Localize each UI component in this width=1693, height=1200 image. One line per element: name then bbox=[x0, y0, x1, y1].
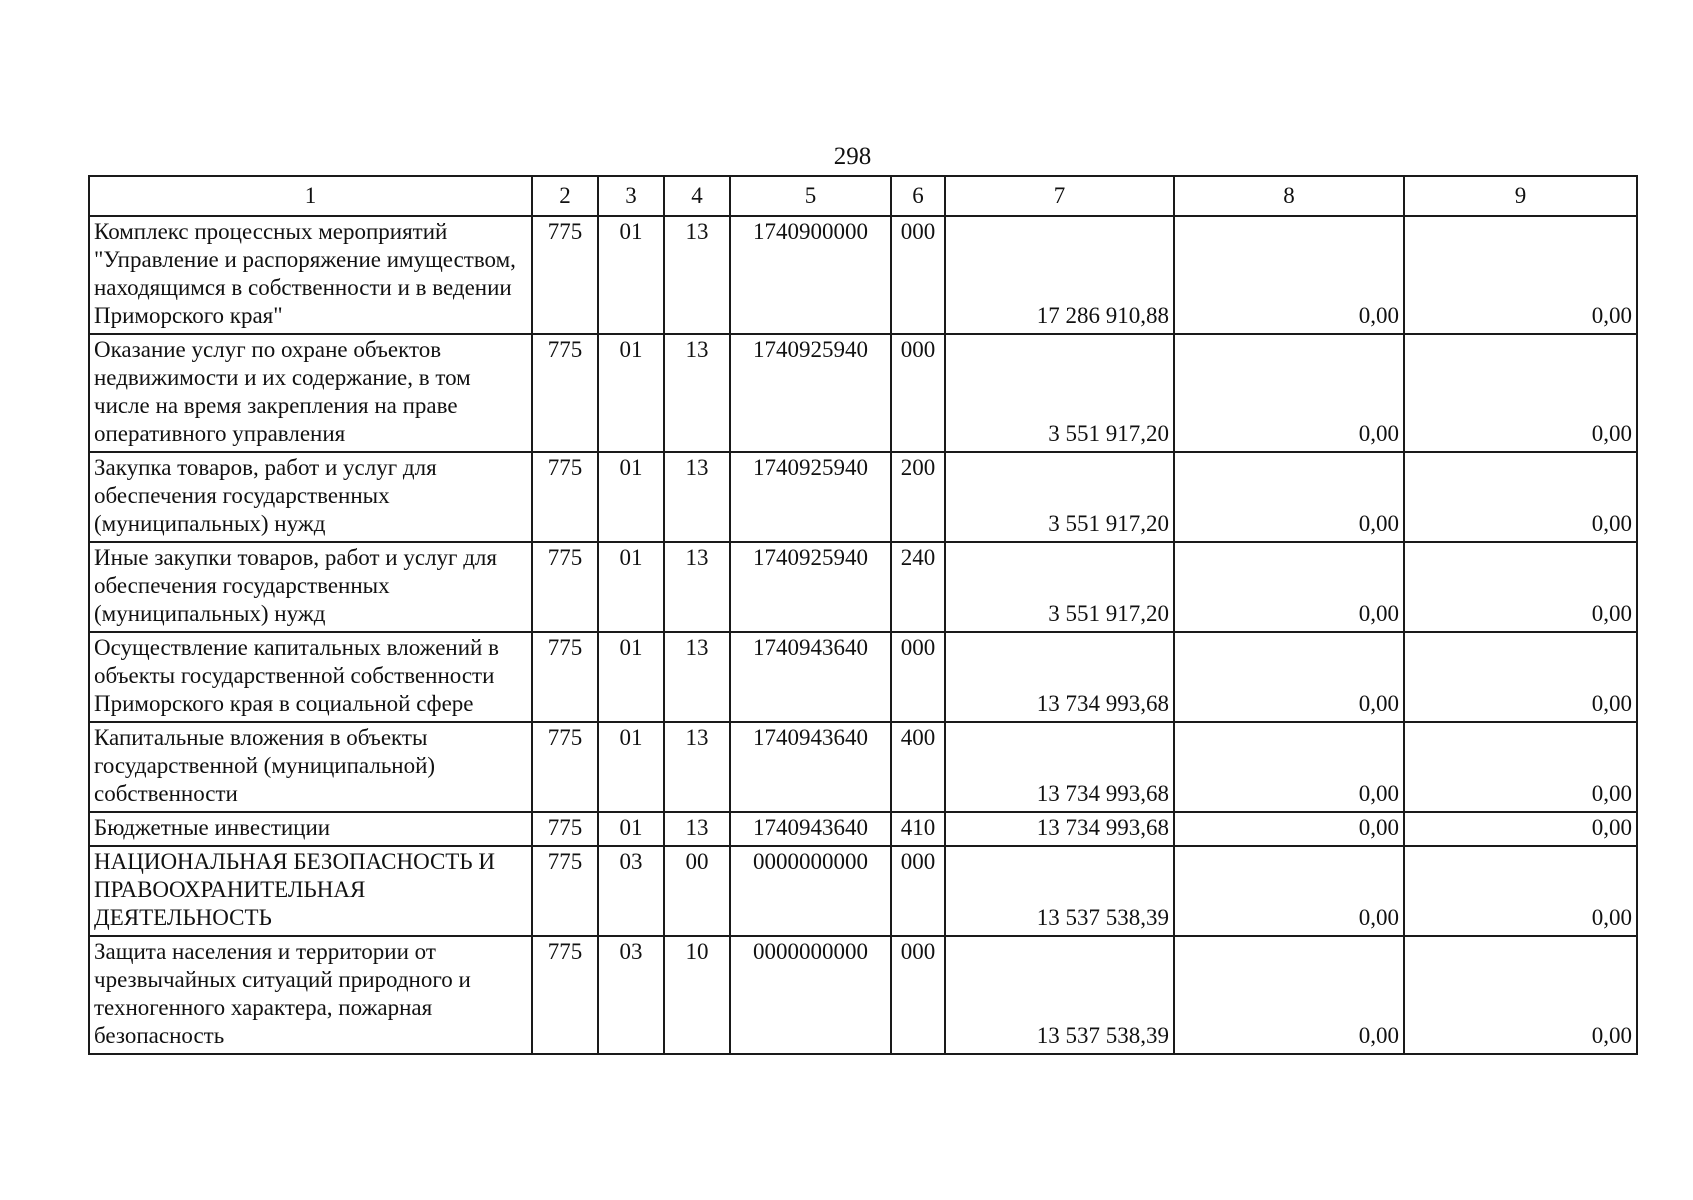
code-cell: 13 bbox=[664, 542, 730, 632]
code-cell: 13 bbox=[664, 334, 730, 452]
table-row bbox=[89, 846, 1637, 936]
table-row bbox=[89, 812, 1637, 846]
code-cell: 410 bbox=[891, 812, 945, 846]
row-name-cell: Оказание услуг по охране объектов недвижимости и их содержание, в том числе на время закрепления на праве оперативного управления bbox=[89, 334, 532, 452]
amount-cell: 13 734 993,68 bbox=[945, 812, 1174, 846]
code-cell: 775 bbox=[532, 632, 598, 722]
row-name-cell: Осуществление капитальных вложений в объекты государственной собственности Приморского края в социальной сфере bbox=[89, 632, 532, 722]
table-row bbox=[89, 452, 1637, 542]
amount-cell: 0,00 bbox=[1404, 216, 1637, 334]
amount-cell: 13 734 993,68 bbox=[945, 722, 1174, 812]
page-number: 298 bbox=[833, 143, 872, 170]
amount-cell: 13 537 538,39 bbox=[945, 846, 1174, 936]
amount-cell: 0,00 bbox=[1174, 334, 1404, 452]
table-row bbox=[89, 542, 1637, 632]
amount-cell: 17 286 910,88 bbox=[945, 216, 1174, 334]
table-row bbox=[89, 632, 1637, 722]
code-cell: 01 bbox=[598, 452, 664, 542]
column-header: 5 bbox=[730, 176, 891, 216]
code-cell: 000 bbox=[891, 846, 945, 936]
row-name-cell: Бюджетные инвестиции bbox=[89, 812, 532, 846]
amount-cell: 0,00 bbox=[1174, 632, 1404, 722]
code-cell: 1740925940 bbox=[730, 452, 891, 542]
code-cell: 0000000000 bbox=[730, 936, 891, 1054]
amount-cell: 0,00 bbox=[1404, 632, 1637, 722]
code-cell: 00 bbox=[664, 846, 730, 936]
code-cell: 400 bbox=[891, 722, 945, 812]
amount-cell: 0,00 bbox=[1174, 936, 1404, 1054]
row-name-cell: Иные закупки товаров, работ и услуг для обеспечения государственных (муниципальных) нужд bbox=[89, 542, 532, 632]
row-name-cell: Комплекс процессных мероприятий "Управление и распоряжение имуществом, находящимся в собственности и в ведении Приморского края" bbox=[89, 216, 532, 334]
amount-cell: 0,00 bbox=[1174, 452, 1404, 542]
code-cell: 1740943640 bbox=[730, 812, 891, 846]
code-cell: 1740943640 bbox=[730, 722, 891, 812]
amount-cell: 0,00 bbox=[1404, 334, 1637, 452]
amount-cell: 13 734 993,68 bbox=[945, 632, 1174, 722]
code-cell: 03 bbox=[598, 846, 664, 936]
amount-cell: 3 551 917,20 bbox=[945, 542, 1174, 632]
amount-cell: 0,00 bbox=[1404, 812, 1637, 846]
code-cell: 775 bbox=[532, 722, 598, 812]
code-cell: 775 bbox=[532, 452, 598, 542]
amount-cell: 0,00 bbox=[1174, 846, 1404, 936]
code-cell: 000 bbox=[891, 334, 945, 452]
code-cell: 000 bbox=[891, 632, 945, 722]
table-row bbox=[89, 216, 1637, 334]
table-row bbox=[89, 334, 1637, 452]
code-cell: 1740925940 bbox=[730, 334, 891, 452]
column-header: 7 bbox=[945, 176, 1174, 216]
code-cell: 13 bbox=[664, 216, 730, 334]
amount-cell: 3 551 917,20 bbox=[945, 334, 1174, 452]
amount-cell: 0,00 bbox=[1174, 812, 1404, 846]
code-cell: 775 bbox=[532, 812, 598, 846]
amount-cell: 0,00 bbox=[1404, 936, 1637, 1054]
table-row bbox=[89, 722, 1637, 812]
column-header: 4 bbox=[664, 176, 730, 216]
code-cell: 13 bbox=[664, 632, 730, 722]
column-header: 9 bbox=[1404, 176, 1637, 216]
amount-cell: 0,00 bbox=[1174, 542, 1404, 632]
code-cell: 1740925940 bbox=[730, 542, 891, 632]
code-cell: 775 bbox=[532, 542, 598, 632]
code-cell: 03 bbox=[598, 936, 664, 1054]
code-cell: 775 bbox=[532, 846, 598, 936]
code-cell: 1740900000 bbox=[730, 216, 891, 334]
code-cell: 240 bbox=[891, 542, 945, 632]
row-name-cell: Защита населения и территории от чрезвычайных ситуаций природного и техногенного характера, пожарная безопасность bbox=[89, 936, 532, 1054]
code-cell: 775 bbox=[532, 334, 598, 452]
code-cell: 10 bbox=[664, 936, 730, 1054]
table-row bbox=[89, 936, 1637, 1054]
code-cell: 13 bbox=[664, 812, 730, 846]
code-cell: 0000000000 bbox=[730, 846, 891, 936]
amount-cell: 0,00 bbox=[1404, 452, 1637, 542]
code-cell: 200 bbox=[891, 452, 945, 542]
table-header-row bbox=[89, 176, 1637, 216]
amount-cell: 0,00 bbox=[1174, 216, 1404, 334]
code-cell: 13 bbox=[664, 452, 730, 542]
code-cell: 000 bbox=[891, 936, 945, 1054]
row-name-cell: НАЦИОНАЛЬНАЯ БЕЗОПАСНОСТЬ И ПРАВООХРАНИТЕЛЬНАЯ ДЕЯТЕЛЬНОСТЬ bbox=[89, 846, 532, 936]
amount-cell: 0,00 bbox=[1404, 846, 1637, 936]
row-name-cell: Капитальные вложения в объекты государственной (муниципальной) собственности bbox=[89, 722, 532, 812]
amount-cell: 0,00 bbox=[1404, 542, 1637, 632]
column-header: 8 bbox=[1174, 176, 1404, 216]
amount-cell: 3 551 917,20 bbox=[945, 452, 1174, 542]
code-cell: 775 bbox=[532, 216, 598, 334]
row-name-cell: Закупка товаров, работ и услуг для обеспечения государственных (муниципальных) нужд bbox=[89, 452, 532, 542]
code-cell: 01 bbox=[598, 812, 664, 846]
code-cell: 000 bbox=[891, 216, 945, 334]
column-header: 1 bbox=[89, 176, 532, 216]
code-cell: 01 bbox=[598, 542, 664, 632]
amount-cell: 0,00 bbox=[1404, 722, 1637, 812]
table-body bbox=[89, 176, 1637, 1054]
code-cell: 01 bbox=[598, 632, 664, 722]
budget-table bbox=[88, 175, 1638, 1055]
column-header: 3 bbox=[598, 176, 664, 216]
code-cell: 13 bbox=[664, 722, 730, 812]
column-header: 6 bbox=[891, 176, 945, 216]
amount-cell: 0,00 bbox=[1174, 722, 1404, 812]
code-cell: 01 bbox=[598, 216, 664, 334]
code-cell: 01 bbox=[598, 722, 664, 812]
code-cell: 1740943640 bbox=[730, 632, 891, 722]
column-header: 2 bbox=[532, 176, 598, 216]
code-cell: 775 bbox=[532, 936, 598, 1054]
amount-cell: 13 537 538,39 bbox=[945, 936, 1174, 1054]
code-cell: 01 bbox=[598, 334, 664, 452]
